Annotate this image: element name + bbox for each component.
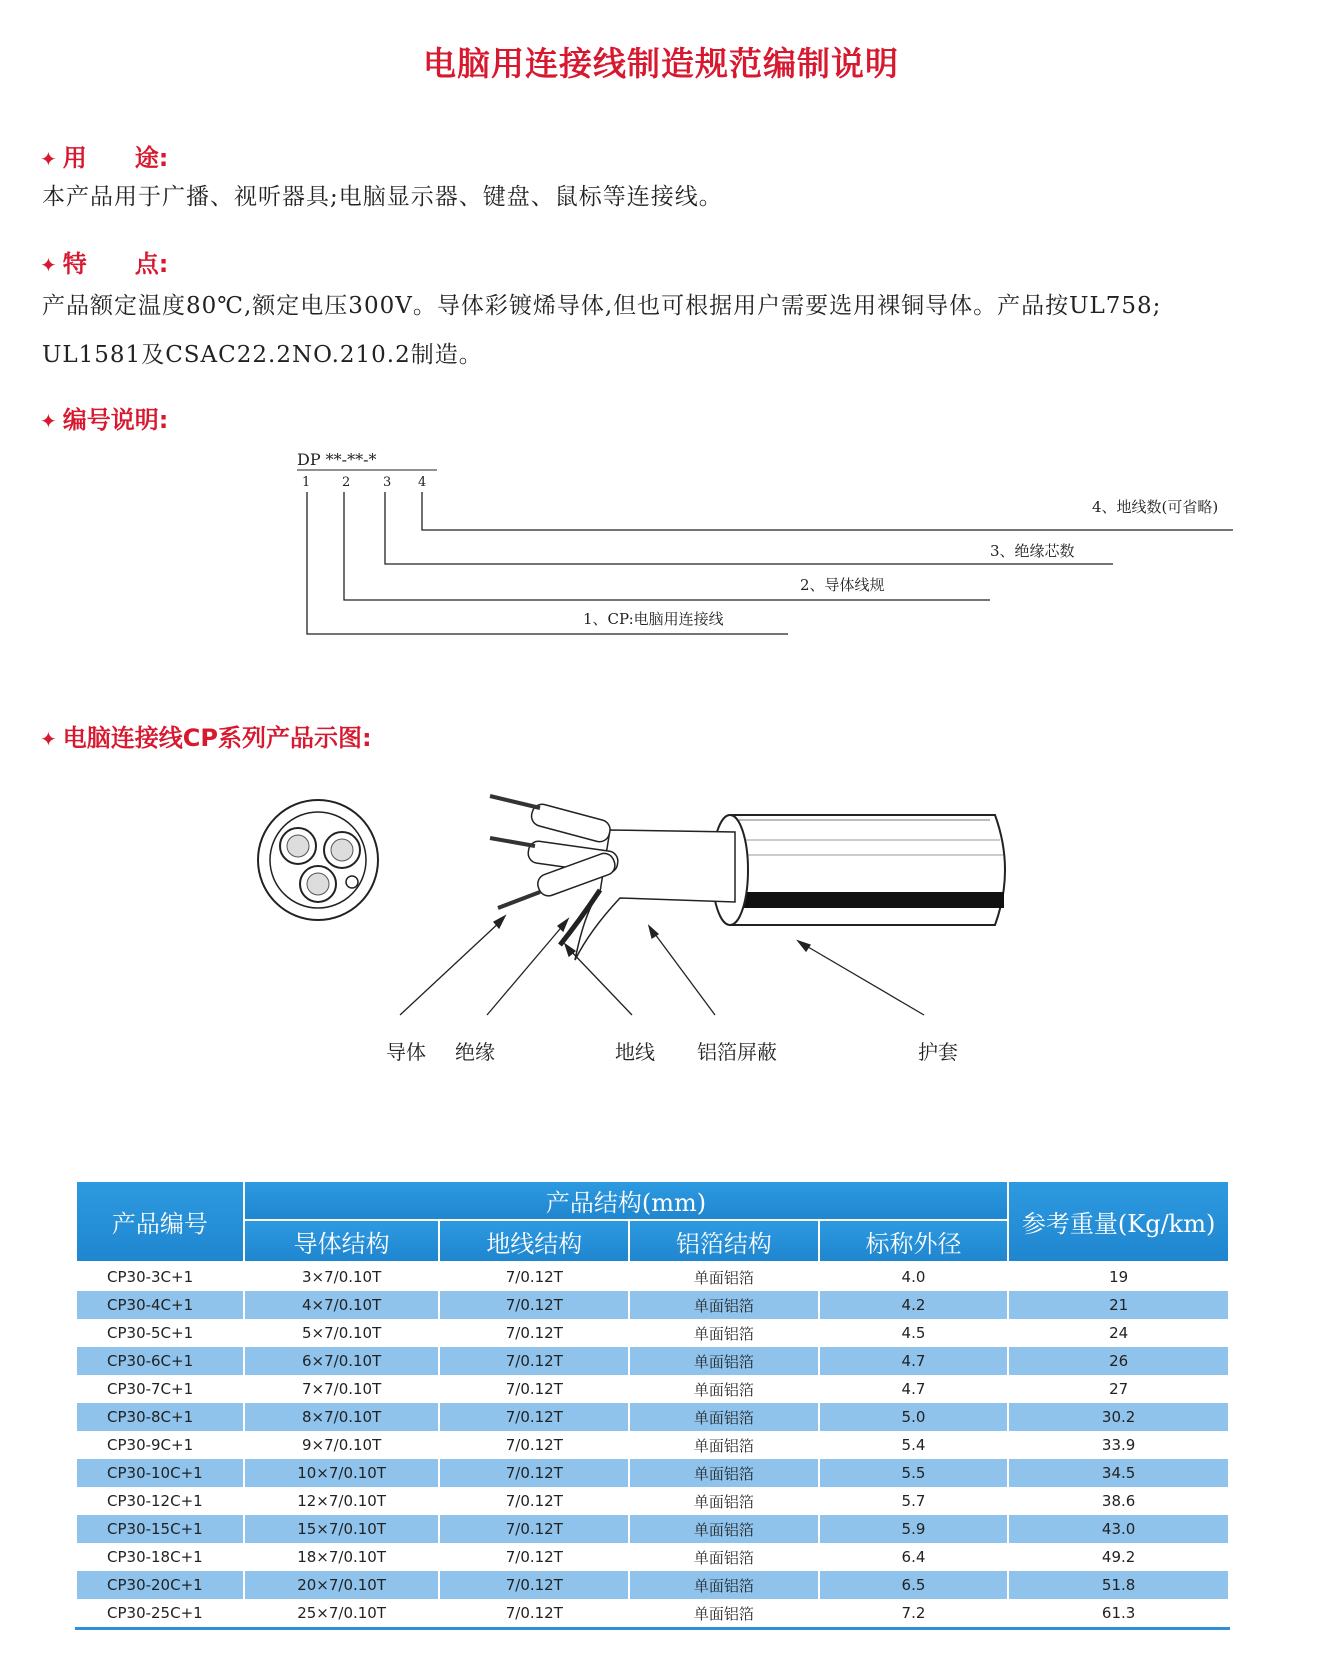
cell-conductor: 8×7/0.10T	[244, 1403, 440, 1431]
cell-model: CP30-25C+1	[76, 1599, 244, 1629]
cell-diameter: 5.4	[819, 1431, 1009, 1459]
cell-ground: 7/0.12T	[439, 1599, 629, 1629]
table-body	[76, 1262, 1229, 1629]
cell-diameter: 7.2	[819, 1599, 1009, 1629]
page-title: 电脑用连接线制造规范编制说明	[423, 44, 899, 83]
cell-foil: 单面铝箔	[629, 1291, 819, 1319]
cell-diameter: 5.7	[819, 1487, 1009, 1515]
cell-foil: 单面铝箔	[629, 1599, 819, 1629]
features-text-line1: 产品额定温度80℃,额定电压300V。导体彩镀烯导体,但也可根据用户需要选用裸铜导体。产品按UL758;	[42, 293, 1162, 319]
cell-ground: 7/0.12T	[439, 1262, 629, 1291]
cell-weight: 38.6	[1008, 1487, 1229, 1515]
cell-weight: 26	[1008, 1347, 1229, 1375]
star-bullet-icon: ✦	[40, 253, 57, 277]
table-row	[76, 1599, 1229, 1629]
cell-diameter: 4.7	[819, 1375, 1009, 1403]
star-bullet-icon: ✦	[40, 147, 57, 171]
header-model: 产品编号	[76, 1181, 244, 1262]
position-label-2: 2	[342, 475, 351, 490]
numbering-item-3: 3、绝缘芯数	[990, 542, 1075, 560]
cell-conductor: 9×7/0.10T	[244, 1431, 440, 1459]
table-row	[76, 1459, 1229, 1487]
numbering-diagram	[0, 0, 1322, 640]
table-row	[76, 1291, 1229, 1319]
cell-foil: 单面铝箔	[629, 1459, 819, 1487]
cell-model: CP30-9C+1	[76, 1431, 244, 1459]
cell-weight: 43.0	[1008, 1515, 1229, 1543]
numbering-code: DP **-**-*	[297, 450, 377, 469]
cell-conductor: 10×7/0.10T	[244, 1459, 440, 1487]
cell-ground: 7/0.12T	[439, 1543, 629, 1571]
header-ground: 地线结构	[439, 1220, 629, 1262]
cell-weight: 33.9	[1008, 1431, 1229, 1459]
position-label-3: 3	[383, 475, 392, 490]
cable-cross-section	[258, 800, 378, 920]
illustration-heading-text: 电脑连接线CP系列产品示图:	[62, 724, 372, 752]
position-label-4: 4	[418, 475, 427, 490]
cell-foil: 单面铝箔	[629, 1543, 819, 1571]
pointer-arrows	[400, 916, 924, 1015]
numbering-heading-text: 编号说明:	[62, 406, 169, 434]
star-bullet-icon: ✦	[40, 727, 57, 751]
cell-ground: 7/0.12T	[439, 1403, 629, 1431]
cell-diameter: 4.2	[819, 1291, 1009, 1319]
usage-heading-a: 用	[62, 144, 87, 172]
cell-conductor: 3×7/0.10T	[244, 1262, 440, 1291]
cell-conductor: 15×7/0.10T	[244, 1515, 440, 1543]
table-row	[76, 1403, 1229, 1431]
cell-conductor: 25×7/0.10T	[244, 1599, 440, 1629]
cell-foil: 单面铝箔	[629, 1347, 819, 1375]
usage-text: 本产品用于广播、视听器具;电脑显示器、键盘、鼠标等连接线。	[42, 184, 723, 210]
cell-conductor: 7×7/0.10T	[244, 1375, 440, 1403]
cell-conductor: 12×7/0.10T	[244, 1487, 440, 1515]
cell-ground: 7/0.12T	[439, 1291, 629, 1319]
cable-jacket	[712, 815, 1005, 925]
table-row	[76, 1262, 1229, 1291]
cell-foil: 单面铝箔	[629, 1571, 819, 1599]
table-row	[76, 1571, 1229, 1599]
cell-ground: 7/0.12T	[439, 1459, 629, 1487]
cell-diameter: 6.5	[819, 1571, 1009, 1599]
features-heading-b: 点:	[134, 250, 169, 278]
cell-model: CP30-3C+1	[76, 1262, 244, 1291]
numbering-item-1: 1、CP:电脑用连接线	[583, 610, 724, 628]
cell-ground: 7/0.12T	[439, 1487, 629, 1515]
label-jacket: 护套	[918, 1040, 958, 1064]
cell-diameter: 4.0	[819, 1262, 1009, 1291]
cell-weight: 19	[1008, 1262, 1229, 1291]
cell-diameter: 6.4	[819, 1543, 1009, 1571]
table-row	[76, 1431, 1229, 1459]
cell-diameter: 4.7	[819, 1347, 1009, 1375]
cell-conductor: 20×7/0.10T	[244, 1571, 440, 1599]
cell-conductor: 4×7/0.10T	[244, 1291, 440, 1319]
features-text-line2: UL1581及CSAC22.2NO.210.2制造。	[42, 342, 483, 368]
cell-foil: 单面铝箔	[629, 1375, 819, 1403]
cell-weight: 30.2	[1008, 1403, 1229, 1431]
cell-weight: 27	[1008, 1375, 1229, 1403]
table-row	[76, 1347, 1229, 1375]
table-row	[76, 1515, 1229, 1543]
cell-foil: 单面铝箔	[629, 1487, 819, 1515]
cell-weight: 61.3	[1008, 1599, 1229, 1629]
cell-ground: 7/0.12T	[439, 1375, 629, 1403]
cell-foil: 单面铝箔	[629, 1515, 819, 1543]
header-foil: 铝箔结构	[629, 1220, 819, 1262]
cable-illustration	[0, 780, 1322, 1080]
features-heading-a: 特	[62, 250, 87, 278]
table-row	[76, 1375, 1229, 1403]
table-row	[76, 1319, 1229, 1347]
star-bullet-icon: ✦	[40, 409, 57, 433]
header-structure-group: 产品结构(mm)	[244, 1181, 1009, 1220]
position-label-1: 1	[302, 475, 311, 490]
cell-weight: 49.2	[1008, 1543, 1229, 1571]
cell-model: CP30-12C+1	[76, 1487, 244, 1515]
cell-conductor: 5×7/0.10T	[244, 1319, 440, 1347]
cell-weight: 21	[1008, 1291, 1229, 1319]
cell-diameter: 5.5	[819, 1459, 1009, 1487]
connector-line-2	[344, 492, 990, 600]
cell-foil: 单面铝箔	[629, 1319, 819, 1347]
cell-model: CP30-20C+1	[76, 1571, 244, 1599]
cell-weight: 24	[1008, 1319, 1229, 1347]
cell-ground: 7/0.12T	[439, 1571, 629, 1599]
cell-foil: 单面铝箔	[629, 1262, 819, 1291]
label-conductor: 导体	[386, 1040, 426, 1064]
cell-conductor: 6×7/0.10T	[244, 1347, 440, 1375]
cell-ground: 7/0.12T	[439, 1515, 629, 1543]
cell-model: CP30-18C+1	[76, 1543, 244, 1571]
label-ground-wire: 地线	[615, 1040, 655, 1064]
cell-model: CP30-10C+1	[76, 1459, 244, 1487]
header-weight: 参考重量(Kg/km)	[1008, 1181, 1229, 1262]
cell-diameter: 5.9	[819, 1515, 1009, 1543]
table-row	[76, 1487, 1229, 1515]
cell-model: CP30-6C+1	[76, 1347, 244, 1375]
numbering-item-2: 2、导体线规	[800, 576, 885, 594]
cell-conductor: 18×7/0.10T	[244, 1543, 440, 1571]
cell-diameter: 5.0	[819, 1403, 1009, 1431]
table-row	[76, 1543, 1229, 1571]
label-insulation: 绝缘	[455, 1040, 495, 1064]
cell-diameter: 4.5	[819, 1319, 1009, 1347]
header-diameter: 标称外径	[819, 1220, 1009, 1262]
cell-ground: 7/0.12T	[439, 1319, 629, 1347]
cell-model: CP30-5C+1	[76, 1319, 244, 1347]
cell-ground: 7/0.12T	[439, 1347, 629, 1375]
cell-model: CP30-7C+1	[76, 1375, 244, 1403]
cell-model: CP30-4C+1	[76, 1291, 244, 1319]
numbering-item-4: 4、地线数(可省略)	[1092, 498, 1219, 516]
cell-model: CP30-15C+1	[76, 1515, 244, 1543]
cell-foil: 单面铝箔	[629, 1403, 819, 1431]
product-table-container	[75, 1180, 1230, 1630]
header-conductor: 导体结构	[244, 1220, 440, 1262]
illustration-heading	[40, 718, 372, 753]
cell-weight: 34.5	[1008, 1459, 1229, 1487]
product-table	[75, 1180, 1230, 1630]
cell-ground: 7/0.12T	[439, 1431, 629, 1459]
cell-weight: 51.8	[1008, 1571, 1229, 1599]
cell-model: CP30-8C+1	[76, 1403, 244, 1431]
usage-heading-b: 途:	[134, 144, 169, 172]
label-foil-shield: 铝箔屏蔽	[697, 1040, 777, 1064]
cell-foil: 单面铝箔	[629, 1431, 819, 1459]
